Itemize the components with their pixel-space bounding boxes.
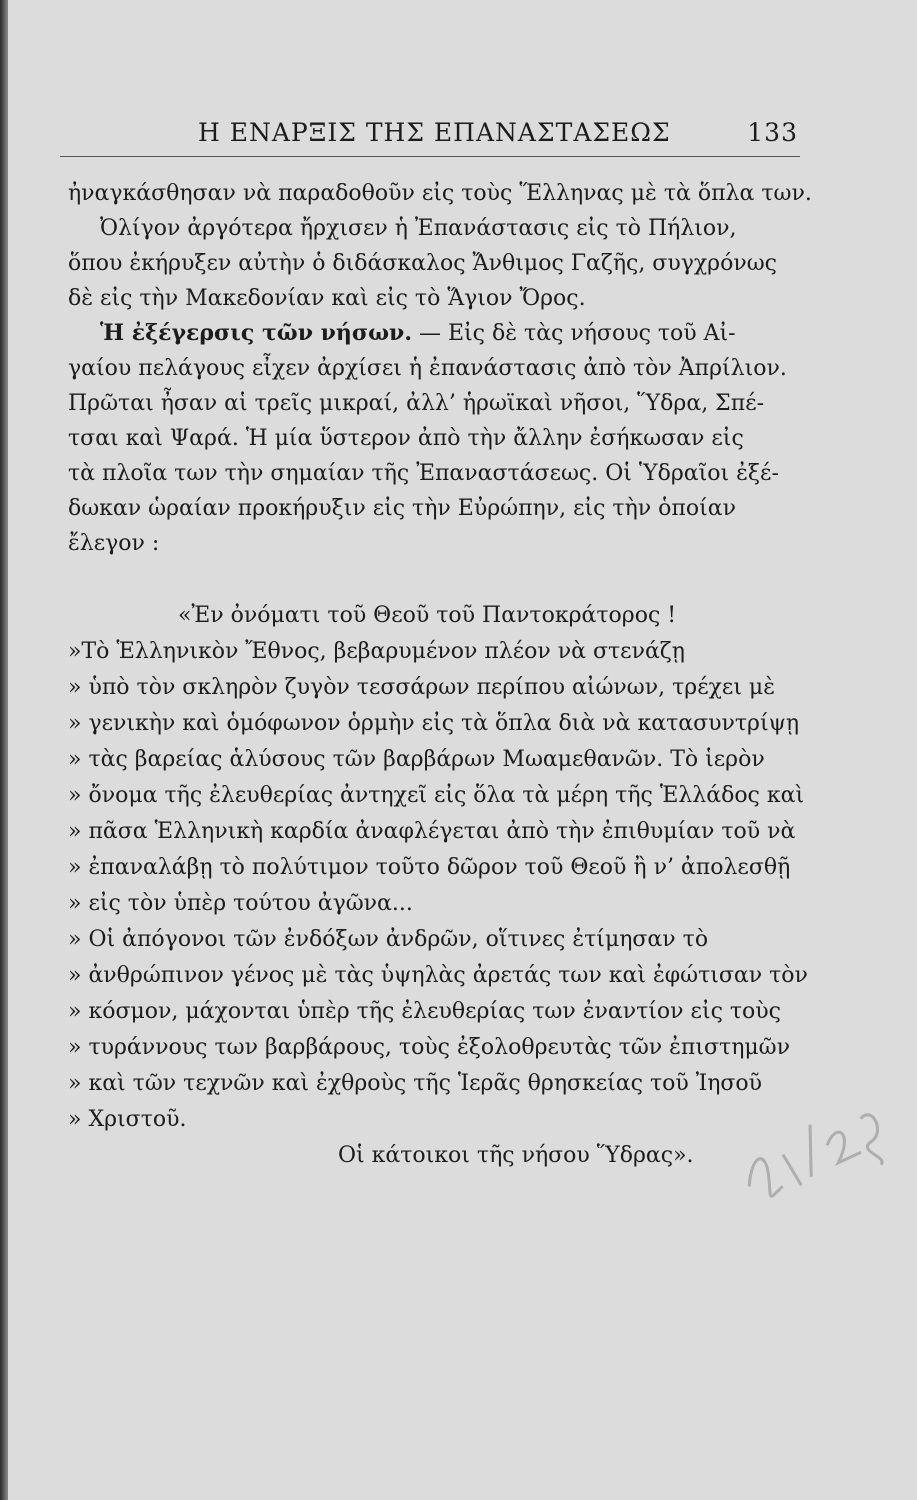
text-line: τσαι καὶ Ψαρά. Ἡ μία ὕστερον ἀπὸ τὴν ἄλλην ἐσήκωσαν εἰς bbox=[68, 426, 744, 451]
proclamation-line: » ἀνθρώπινον γένος μὲ τὰς ὑψηλὰς ἀρετάς των καὶ ἐφώτισαν τὸν bbox=[68, 963, 808, 988]
header-rule bbox=[60, 156, 800, 157]
section-heading: Ἡ ἐξέγερσις τῶν νήσων. bbox=[100, 320, 412, 346]
main-text bbox=[68, 176, 812, 561]
text-line: ἠναγκάσθησαν νὰ παραδοθοῦν εἰς τοὺς Ἕλληνας μὲ τὰ ὅπλα των. bbox=[68, 181, 812, 206]
page-header bbox=[198, 118, 798, 158]
section-text: — Εἰς δὲ τὰς νήσους τοῦ Αἰ- bbox=[419, 321, 736, 346]
proclamation-line: » τὰς βαρείας ἁλύσους τῶν βαρβάρων Μωαμεθανῶν. Τὸ ἱερὸν bbox=[68, 747, 765, 772]
proclamation-line: » γενικὴν καὶ ὁμόφωνον ὁρμὴν εἰς τὰ ὅπλα διὰ νὰ κατασυντρίψῃ bbox=[68, 711, 800, 736]
text-line: Πρῶται ἦσαν αἱ τρεῖς μικραί, ἀλλ’ ἡρωϊκαὶ νῆσοι, Ὕδρα, Σπέ- bbox=[68, 391, 765, 416]
proclamation-line: » Χριστοῦ. bbox=[68, 1107, 187, 1132]
proclamation-line: » τυράννους των βαρβάρους, τοὺς ἐξολοθρευτὰς τῶν ἐπιστημῶν bbox=[68, 1035, 790, 1060]
proclamation-line: » καὶ τῶν τεχνῶν καὶ ἐχθροὺς τῆς Ἱερᾶς θρησκείας τοῦ Ἰησοῦ bbox=[68, 1071, 763, 1096]
text-line: ἔλεγον : bbox=[68, 531, 160, 556]
proclamation-signature: Οἱ κάτοικοι τῆς νήσου Ὕδρας». bbox=[338, 1143, 694, 1168]
binding-edge bbox=[0, 0, 8, 1500]
running-title: Η ΕΝΑΡΞΙΣ ΤΗΣ ΕΠΑΝΑΣΤΑΣΕΩΣ bbox=[198, 118, 671, 147]
text-line: δὲ εἰς τὴν Μακεδονίαν καὶ εἰς τὸ Ἅγιον Ὄρος. bbox=[68, 286, 586, 311]
proclamation-line: » ὄνομα τῆς ἐλευθερίας ἀντηχεῖ εἰς ὅλα τὰ μέρη τῆς Ἑλλάδος καὶ bbox=[68, 783, 805, 808]
proclamation-line: » ἐπαναλάβῃ τὸ πολύτιμον τοῦτο δῶρον τοῦ Θεοῦ ἢ ν’ ἀπολεσθῇ bbox=[68, 855, 791, 880]
text-line: ὅπου ἐκήρυξεν αὐτὴν ὁ διδάσκαλος Ἄνθιμος Γαζῆς, συγχρόνως bbox=[68, 251, 777, 276]
text-line: δωκαν ὡραίαν προκήρυξιν εἰς τὴν Εὐρώπην, εἰς τὴν ὁποίαν bbox=[68, 496, 736, 521]
proclamation-opening: «Ἐν ὀνόματι τοῦ Θεοῦ τοῦ Παντοκράτορος ! bbox=[178, 603, 677, 628]
page-number: 133 bbox=[747, 118, 798, 147]
proclamation-line: » ὑπὸ τὸν σκληρὸν ζυγὸν τεσσάρων περίπου αἰώνων, τρέχει μὲ bbox=[68, 675, 776, 700]
text-line: τὰ πλοῖα των τὴν σημαίαν τῆς Ἐπαναστάσεως. Οἱ Ὑδραῖοι ἐξέ- bbox=[68, 461, 779, 486]
text-line: Ὀλίγον ἀργότερα ἤρχισεν ἡ Ἐπανάστασις εἰς τὸ Πήλιον, bbox=[100, 216, 737, 241]
proclamation-line: » εἰς τὸν ὑπὲρ τούτου ἀγῶνα... bbox=[68, 891, 413, 916]
section-first-line bbox=[68, 316, 803, 351]
proclamation-line: » πᾶσα Ἑλληνικὴ καρδία ἀναφλέγεται ἀπὸ τὴν ἐπιθυμίαν τοῦ νὰ bbox=[68, 819, 796, 844]
proclamation bbox=[68, 598, 808, 1174]
proclamation-line: » Οἱ ἀπόγονοι τῶν ἐνδόξων ἀνδρῶν, οἵτινες ἐτίμησαν τὸ bbox=[68, 927, 709, 952]
proclamation-line: » κόσμον, μάχονται ὑπὲρ τῆς ἐλευθερίας των ἐναντίον εἰς τοὺς bbox=[68, 999, 781, 1024]
proclamation-line: »Τὸ Ἑλληνικὸν Ἔθνος, βεβαρυμένον πλέον νὰ στενάζῃ bbox=[68, 639, 685, 664]
book-page bbox=[8, 0, 917, 1500]
text-line: γαίου πελάγους εἶχεν ἀρχίσει ἡ ἐπανάστασις ἀπὸ τὸν Ἀπρίλιον. bbox=[68, 356, 787, 381]
